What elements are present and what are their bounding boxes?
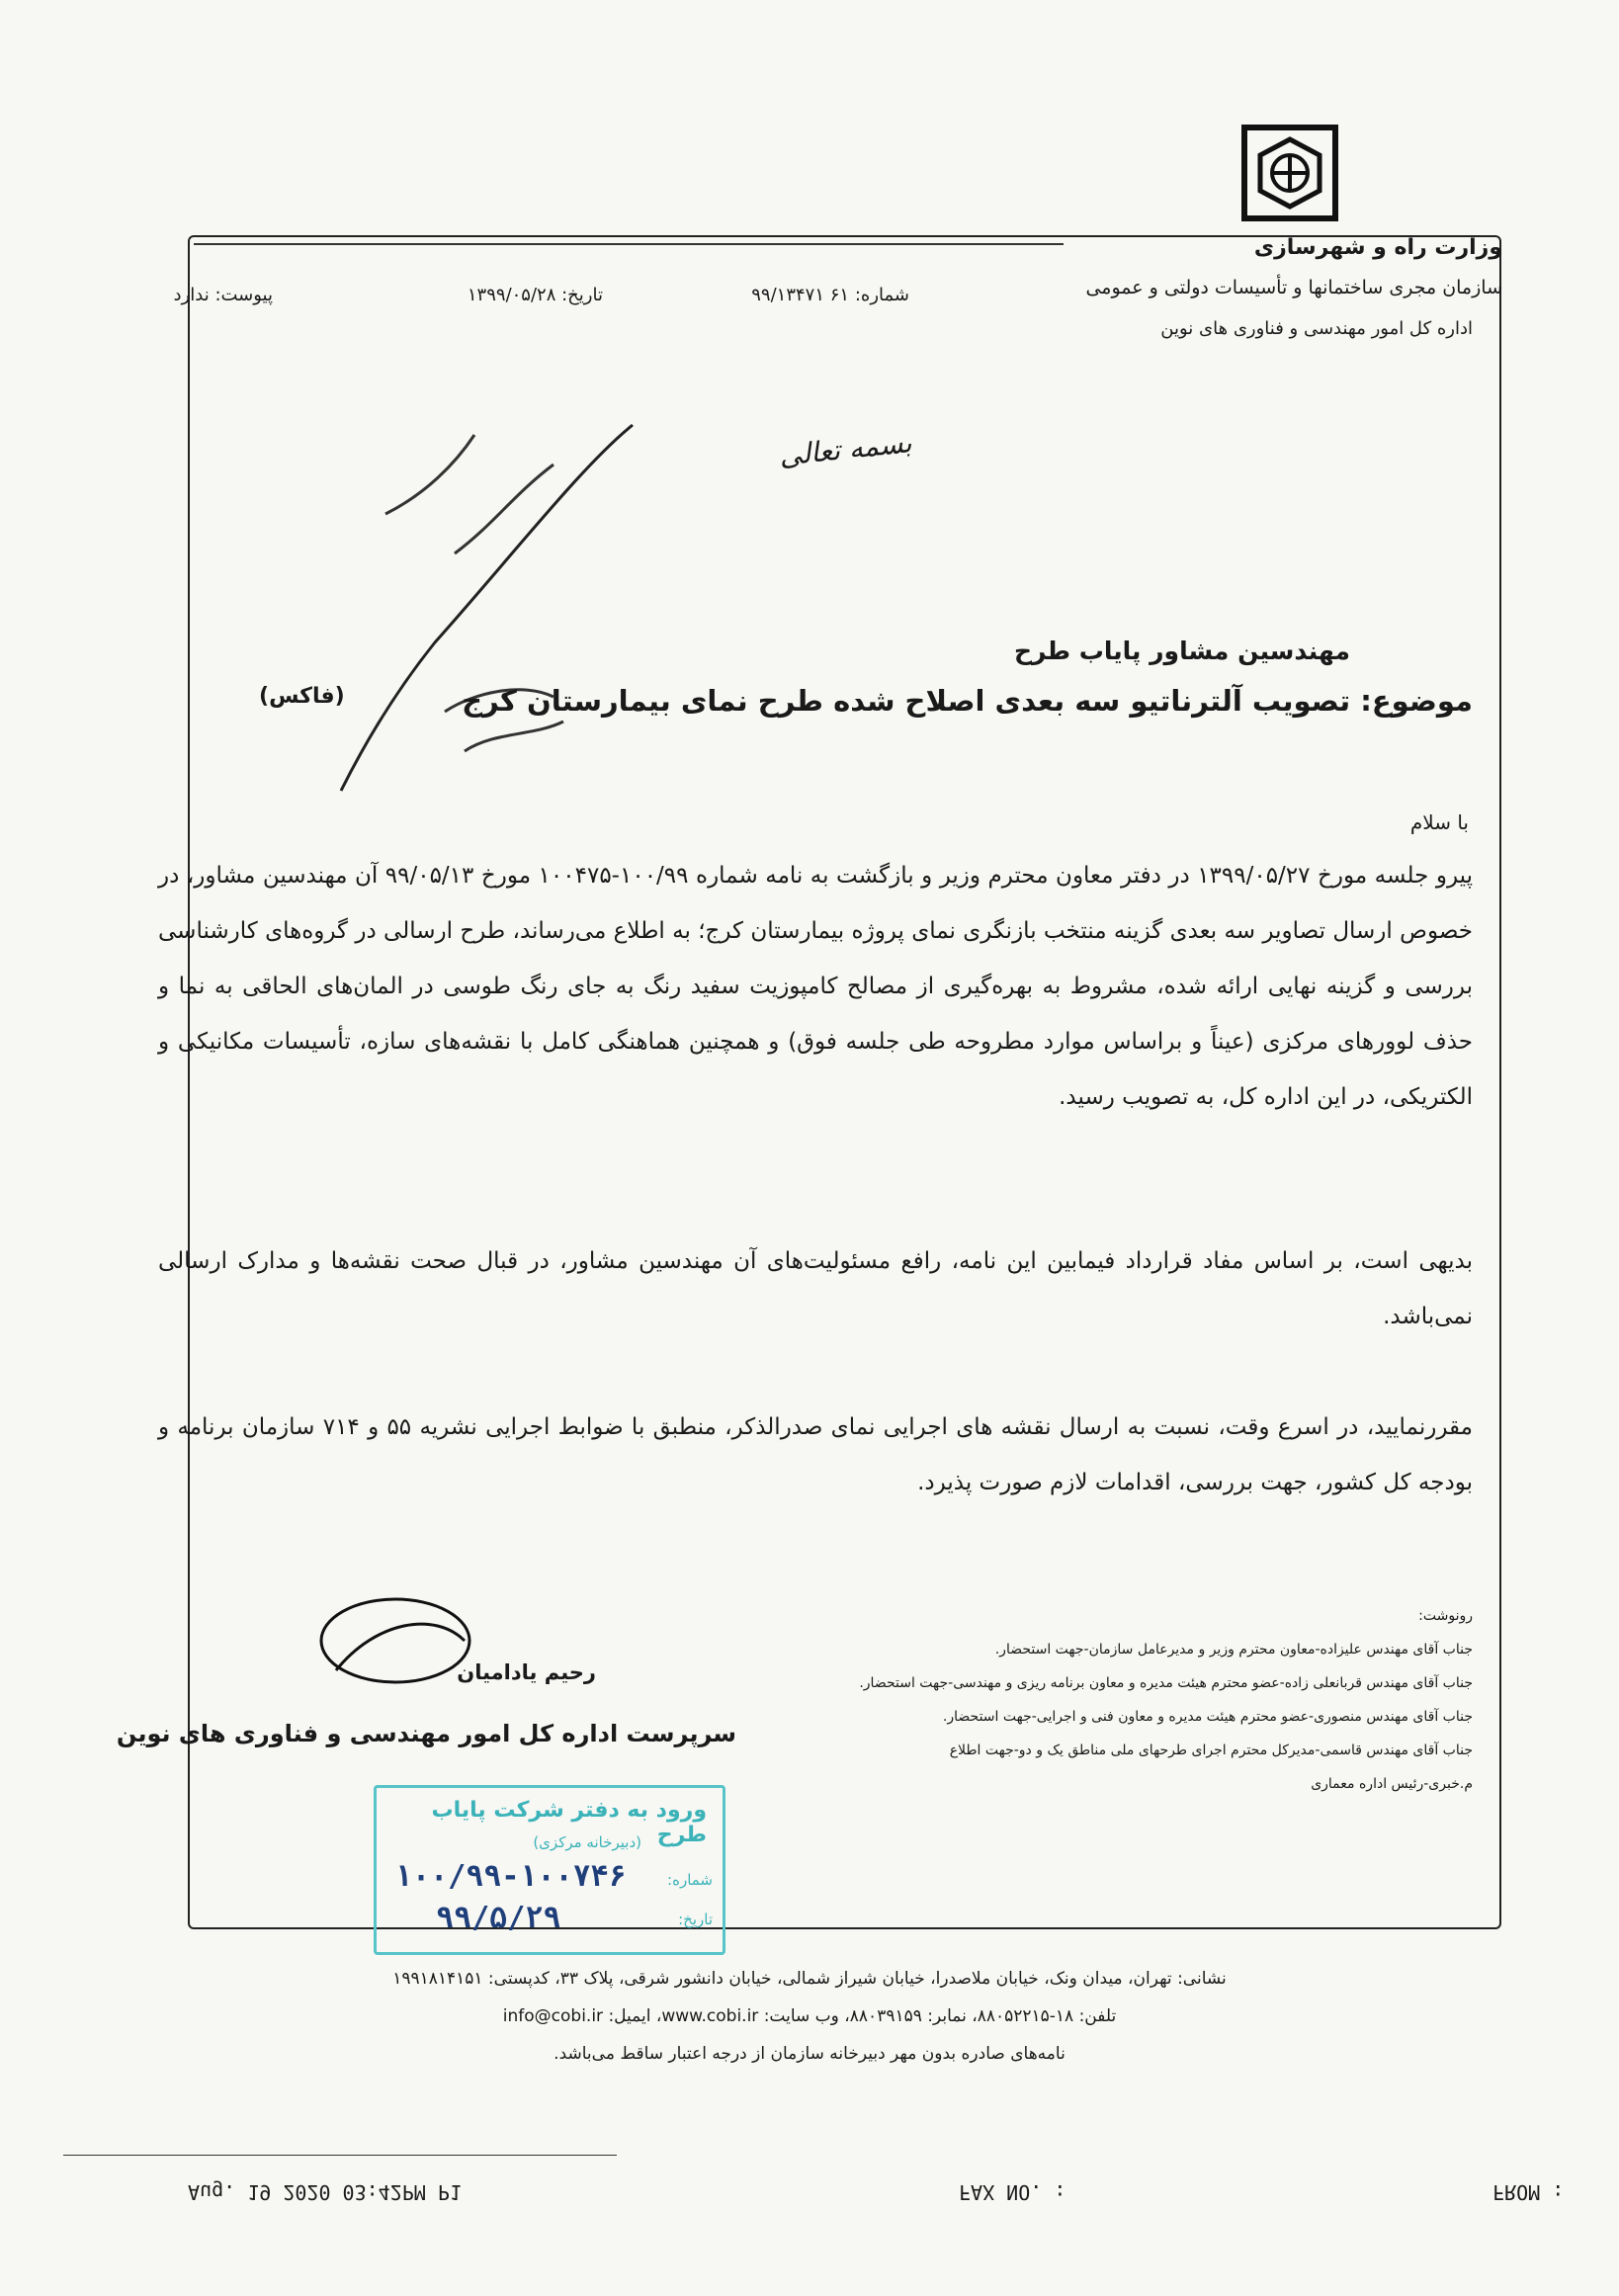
- cc-line: جناب آقای مهندس منصوری-عضو محترم هیئت مدیره و معاون فنی و اجرایی-جهت استحضار.: [942, 1709, 1473, 1725]
- signatory-title: سرپرست اداره کل امور مهندسی و فناوری های نوین: [116, 1720, 736, 1747]
- cc-line: جناب آقای مهندس قربانعلی زاده-عضو محترم هیئت مدیره و معاون برنامه ریزی و مهندسی-جهت استحضار.: [859, 1675, 1473, 1691]
- stamp-date-label: تاریخ:: [678, 1911, 713, 1928]
- ministry-logo-icon: [1240, 124, 1339, 222]
- date-label: تاریخ:: [561, 285, 603, 305]
- greeting: با سلام: [1409, 810, 1469, 834]
- attachment-value: ندارد: [173, 285, 210, 305]
- cc-line: جناب آقای مهندس قاسمی-مدیرکل محترم اجرای طرحهای ملی مناطق یک و دو-جهت اطلاع: [949, 1743, 1473, 1758]
- date-value: ۱۳۹۹/۰۵/۲۸: [467, 285, 556, 305]
- letter-attachment: [174, 285, 273, 305]
- fax-rule: [63, 2155, 617, 2156]
- stamp-number-label: شماره:: [667, 1871, 713, 1889]
- signatory-name: رحیم یادامیان: [457, 1660, 596, 1684]
- fax-tag: (فاکس): [259, 684, 345, 709]
- recipient: مهندسین مشاور پایاب طرح: [1013, 637, 1350, 665]
- fax-number: FAX NO. :: [959, 2180, 1066, 2204]
- number-value: ۶۱ ۹۹/۱۳۴۷۱: [751, 285, 850, 305]
- attachment-label: پیوست:: [214, 285, 273, 305]
- body-paragraph-2: بدیهی است، بر اساس مفاد قرارداد فیمابین این نامه، رافع مسئولیت‌های آن مهندسین مشاور، در قبال صحت نقشه‌ها و مدارک ارسالی نمی‌باشد.: [158, 1248, 1473, 1329]
- cc-list: [840, 1599, 1473, 1801]
- number-label: شماره:: [854, 285, 909, 305]
- receipt-stamp: [374, 1785, 725, 1955]
- organization-name: سازمان مجری ساختمانها و تأسیسات دولتی و عمومی: [1085, 277, 1502, 298]
- header-rule: [194, 243, 1064, 245]
- fax-from: FROM :: [1492, 2180, 1565, 2204]
- subject-line: موضوع: تصویب آلترناتیو سه بعدی اصلاح شده طرح نمای بیمارستان کرج: [462, 684, 1473, 718]
- letter-number: [751, 285, 909, 305]
- stamp-number-value: ۱۰۰/۹۹-۱۰۰۷۴۶: [394, 1859, 627, 1894]
- stamp-date-value: ۹۹/۵/۲۹: [436, 1901, 561, 1935]
- cc-line: م.خبری-رئیس اداره معماری: [1311, 1776, 1473, 1792]
- footer-notice: نامه‌های صادره بدون مهر دبیرخانه سازمان از درجه اعتبار ساقط می‌باشد.: [554, 2044, 1065, 2064]
- basmala: بسمه تعالی: [777, 426, 913, 472]
- body-paragraph-3: مقررنمایید، در اسرع وقت، نسبت به ارسال نقشه های اجرایی نمای صدرالذکر، منطبق با ضوابط اجرایی نشریه ۵۵ و ۷۱۴ سازمان برنامه و بودجه کل کشور، جهت بررسی، اقدامات لازم صورت پذیرد.: [158, 1414, 1473, 1495]
- department-name: اداره کل امور مهندسی و فناوری های نوین: [1160, 318, 1473, 339]
- fax-header: [188, 2165, 1572, 2204]
- letter-date: [468, 285, 603, 305]
- cc-heading: رونوشت:: [1418, 1608, 1473, 1624]
- body-paragraph-1: پیرو جلسه مورخ ۱۳۹۹/۰۵/۲۷ در دفتر معاون محترم وزیر و بازگشت به نامه شماره ۱۰۰/۹۹-۱۰۰۴۷۵ مورخ ۹۹/۰۵/۱۳ آن مهندسین مشاور، در خصوص ارسال تصاویر سه بعدی گزینه منتخب بازنگری نمای پروژه بیمارستان کرج؛ به اطلاع می‌رساند، طرح ارسالی در گروه‌های کارشناسی بررسی و گزینه نهایی ارائه شده، مشروط به بهره‌گیری از مصالح کامپوزیت سفید رنگ به جای رنگ طوسی در المان‌های الحاقی به نما و حذف لوورهای مرکزی (عیناً و براساس موارد مطروحه طی جلسه فوق) و همچنین هماهنگی کامل با نقشه‌های سازه، تأسیسات مکانیکی و الکتریکی، در این اداره کل، به تصویب رسید.: [158, 863, 1473, 1110]
- stamp-title: ورود به دفتر شرکت پایاب طرح: [431, 1798, 707, 1847]
- footer-contact: تلفن: ۱۸-۸۸۰۵۲۲۱۵، نمابر: ۸۸۰۳۹۱۵۹، وب سایت: www.cobi.ir، ایمیل: info@cobi.ir: [502, 2006, 1117, 2026]
- footer-address: نشانی: تهران، میدان ونک، خیابان ملاصدرا، خیابان شیراز شمالی، خیابان دانشور شرقی، پلاک ۳۳، کدپستی: ۱۹۹۱۸۱۴۱۵۱: [392, 1969, 1227, 1989]
- fax-timestamp: Aug. 19 2020 03:42PM P1: [188, 2180, 462, 2204]
- cc-line: جناب آقای مهندس علیزاده-معاون محترم وزیر و مدیرعامل سازمان-جهت استحضار.: [994, 1642, 1473, 1658]
- ministry-name: وزارت راه و شهرسازی: [1253, 235, 1502, 260]
- stamp-subtitle: (دبیرخانه مرکزی): [533, 1833, 641, 1851]
